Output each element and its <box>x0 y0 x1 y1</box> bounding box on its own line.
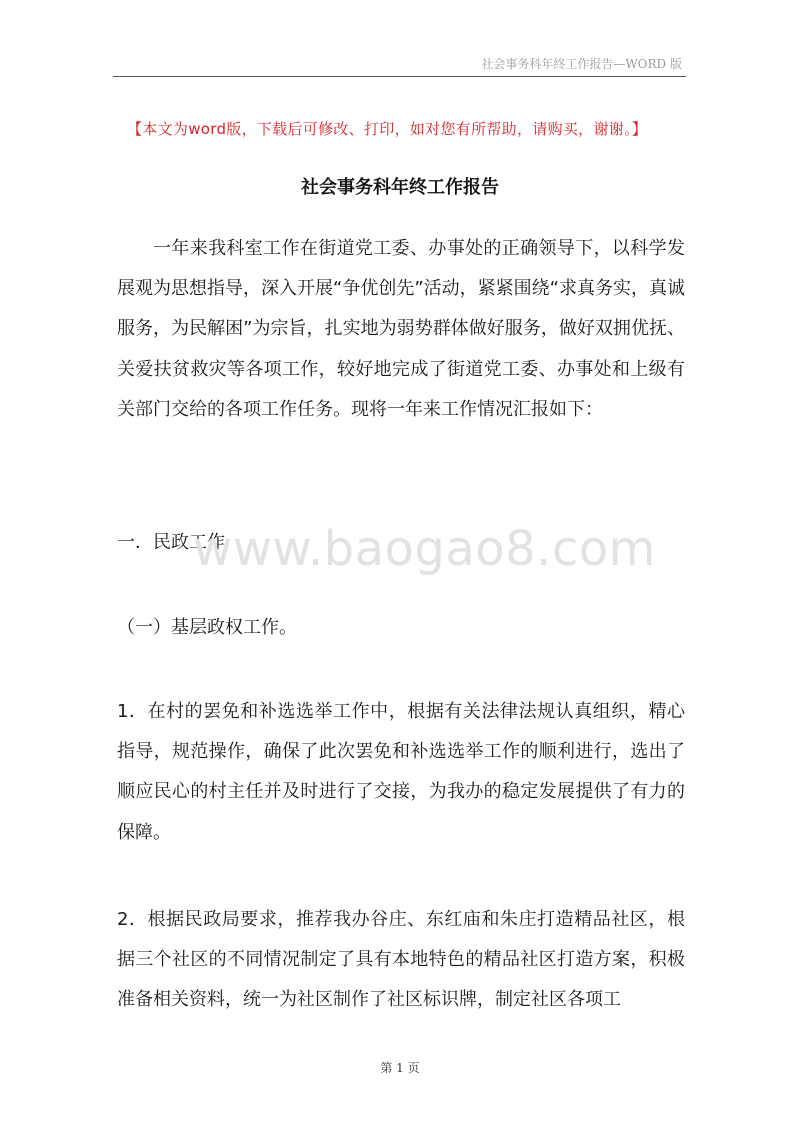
list-item-1: 1．在村的罢免和补选选举工作中，根据有关法律法规认真组织，精心指导，规范操作，确保了此次罢免和补选选举工作的顺利进行，选出了顺应民心的村主任并及时进行了交接，为我办的稳定发展提供了有力的保障。 <box>117 701 685 843</box>
subsection-heading-grassroots: （一）基层政权工作。 <box>117 617 297 638</box>
section-heading-civil-affairs: 一．民政工作 <box>117 532 225 553</box>
list-item-2: 2．根据民政局要求，推荐我办谷庄、东红庙和朱庄打造精品社区，根据三个社区的不同情况制定了具有本地特色的精品社区打造方案，积极准备相关资料，统一为社区制作了社区标识牌，制定社区各项工 <box>117 909 685 1011</box>
purchase-notice: 【本文为word版，下载后可修改、打印，如对您有所帮助，请购买，谢谢。】 <box>127 120 648 138</box>
page-number: 第 1 页 <box>380 1061 420 1075</box>
intro-paragraph: 一年来我科室工作在街道党工委、办事处的正确领导下，以科学发展观为思想指导，深入开展“争优创先”活动，紧紧围绕“求真务实，真诚服务，为民解困”为宗旨，扎实地为弱势群体做好服务，做好双拥优抚、关爱扶贫救灾等各项工作，较好地完成了街道党工委、办事处和上级有关部门交给的各项工作任务。现将一年来工作情况汇报如下： <box>117 238 685 420</box>
watermark: www.baogao8.com <box>193 521 656 577</box>
document-title: 社会事务科年终工作报告 <box>301 177 499 198</box>
header-divider <box>113 76 686 77</box>
running-header: 社会事务科年终工作报告—WORD 版 <box>481 57 682 71</box>
